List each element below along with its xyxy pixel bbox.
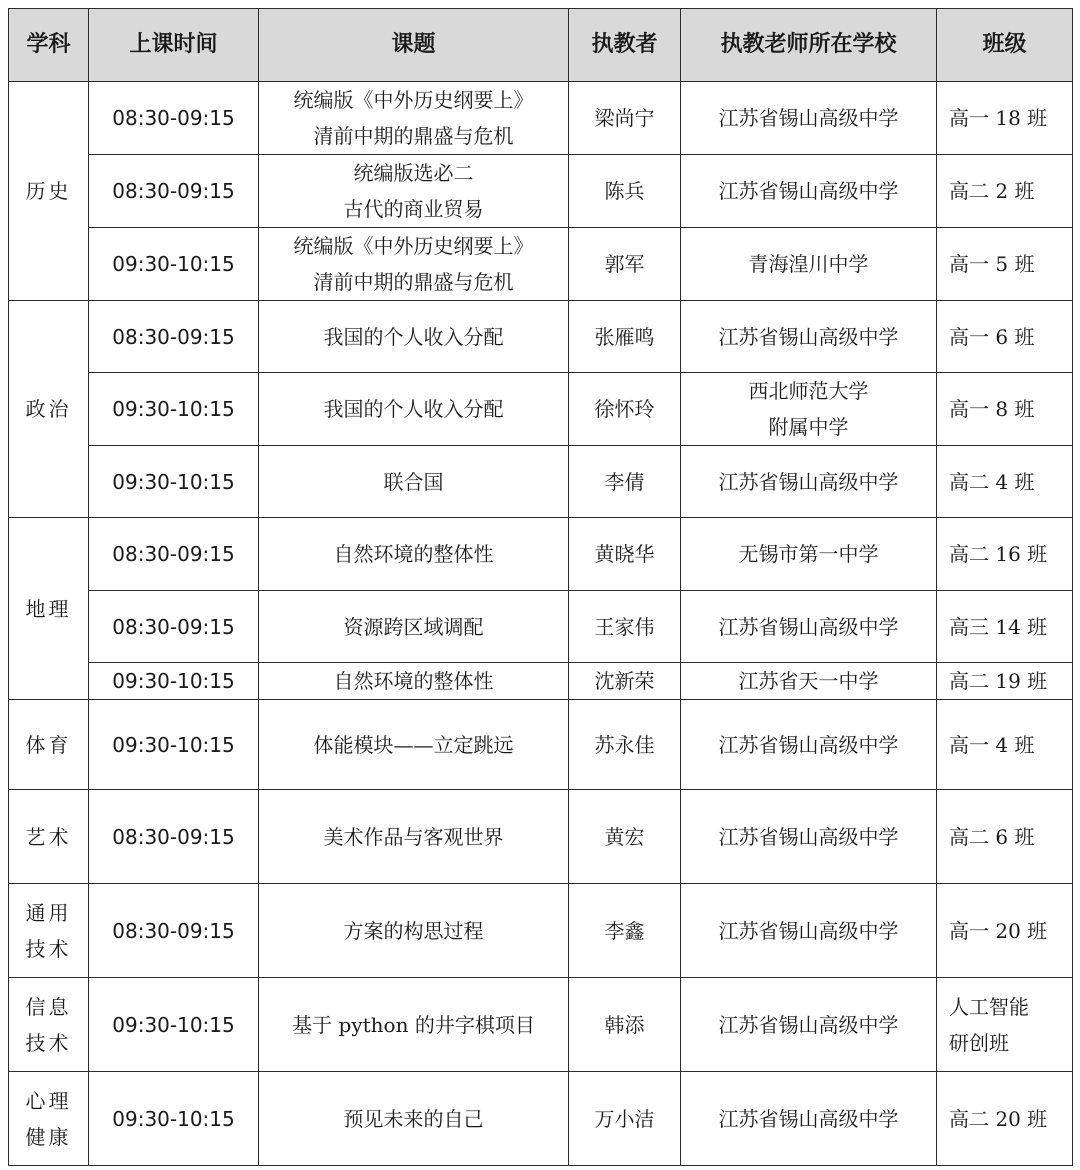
class-cell [937, 978, 1073, 1072]
time-line: 09:30-10:15 [112, 252, 235, 276]
topic-line: 方案的构思过程 [343, 918, 484, 943]
school-line: 江苏省天一中学 [738, 669, 879, 693]
teacher-cell [569, 518, 681, 591]
teacher-cell [569, 228, 681, 301]
class-line: 高一 6 班 [949, 324, 1035, 349]
time-cell [89, 790, 259, 884]
school-line: 江苏省锡山高级中学 [718, 824, 899, 849]
teacher-line: 万小洁 [594, 1106, 655, 1131]
class-cell [937, 790, 1073, 884]
subject-line: 艺术 [25, 824, 72, 849]
table-row [9, 373, 1073, 446]
topic-cell [259, 1072, 569, 1166]
teacher-line: 王家伟 [594, 614, 655, 639]
class-cell [937, 82, 1073, 155]
table-row [9, 884, 1073, 978]
table-row [9, 446, 1073, 518]
header-topic: 课题 [259, 9, 569, 82]
time-line: 09:30-10:15 [112, 732, 235, 757]
teacher-cell [569, 301, 681, 373]
class-line: 高一 20 班 [949, 918, 1048, 943]
topic-line: 我国的个人收入分配 [323, 324, 504, 349]
table-row [9, 978, 1073, 1072]
time-cell [89, 446, 259, 518]
class-cell [937, 518, 1073, 591]
topic-line: 预见未来的自己 [343, 1106, 484, 1131]
school-cell [681, 301, 937, 373]
class-line: 高二 4 班 [949, 469, 1035, 494]
class-line: 高二 20 班 [949, 1106, 1048, 1131]
teacher-cell [569, 82, 681, 155]
school-cell [681, 518, 937, 591]
table-row [9, 663, 1073, 700]
school-line: 江苏省锡山高级中学 [718, 106, 899, 130]
class-cell [937, 591, 1073, 663]
time-cell [89, 1072, 259, 1166]
school-cell [681, 228, 937, 301]
school-line: 江苏省锡山高级中学 [718, 1012, 899, 1037]
schedule-table [8, 8, 1073, 1166]
header-teacher: 执教者 [569, 9, 681, 82]
school-line: 青海湟川中学 [748, 252, 869, 276]
teacher-line: 沈新荣 [594, 669, 655, 693]
school-cell [681, 373, 937, 446]
time-cell [89, 518, 259, 591]
school-line: 江苏省锡山高级中学 [718, 614, 899, 639]
teacher-line: 韩添 [604, 1012, 645, 1037]
subject-cell [9, 700, 89, 790]
teacher-line: 苏永佳 [594, 732, 655, 757]
subject-line: 通用 [25, 900, 72, 925]
subject-line: 心理 [25, 1088, 72, 1113]
topic-line: 自然环境的整体性 [333, 669, 494, 693]
time-line: 09:30-10:15 [112, 1106, 235, 1131]
topic-cell [259, 82, 569, 155]
teacher-cell [569, 884, 681, 978]
topic-line: 我国的个人收入分配 [323, 397, 504, 421]
teacher-cell [569, 978, 681, 1072]
time-cell [89, 700, 259, 790]
class-line: 高一 4 班 [949, 732, 1035, 757]
topic-cell [259, 446, 569, 518]
time-line: 08:30-09:15 [112, 179, 235, 203]
class-cell [937, 446, 1073, 518]
table-row [9, 82, 1073, 155]
topic-cell [259, 518, 569, 591]
teacher-line: 梁尚宁 [594, 106, 655, 130]
school-cell [681, 978, 937, 1072]
time-line: 08:30-09:15 [112, 614, 235, 639]
table-body [9, 82, 1073, 1166]
topic-cell [259, 884, 569, 978]
school-cell [681, 700, 937, 790]
time-line: 09:30-10:15 [112, 1012, 235, 1037]
time-cell [89, 82, 259, 155]
teacher-line: 黄晓华 [594, 542, 655, 566]
topic-cell [259, 228, 569, 301]
topic-cell [259, 978, 569, 1072]
table-row [9, 591, 1073, 663]
teacher-line: 李鑫 [604, 918, 645, 943]
school-cell [681, 446, 937, 518]
time-line: 09:30-10:15 [112, 469, 235, 494]
topic-line: 清前中期的鼎盛与危机 [313, 270, 514, 294]
school-line: 西北师范大学 [748, 379, 869, 403]
subject-line: 政治 [25, 397, 72, 421]
class-line: 人工智能 [949, 994, 1029, 1019]
class-cell [937, 373, 1073, 446]
time-cell [89, 155, 259, 228]
school-line: 江苏省锡山高级中学 [718, 324, 899, 349]
school-line: 江苏省锡山高级中学 [718, 732, 899, 757]
topic-cell [259, 700, 569, 790]
subject-line: 信息 [25, 994, 72, 1019]
teacher-line: 郭军 [604, 252, 645, 276]
topic-line: 统编版选必二 [353, 161, 474, 185]
teacher-line: 黄宏 [604, 824, 645, 849]
subject-cell [9, 518, 89, 700]
class-line: 高二 19 班 [949, 669, 1048, 693]
class-cell [937, 700, 1073, 790]
class-line: 高二 16 班 [949, 542, 1048, 566]
teacher-cell [569, 373, 681, 446]
teacher-line: 李倩 [604, 469, 645, 494]
subject-cell [9, 1072, 89, 1166]
subject-line: 历史 [25, 179, 72, 203]
time-line: 09:30-10:15 [112, 397, 235, 421]
school-line: 无锡市第一中学 [738, 542, 879, 566]
time-line: 08:30-09:15 [112, 324, 235, 349]
school-cell [681, 591, 937, 663]
school-line: 江苏省锡山高级中学 [718, 179, 899, 203]
class-line: 高三 14 班 [949, 614, 1048, 639]
table-row [9, 1072, 1073, 1166]
class-cell [937, 301, 1073, 373]
class-line: 高二 6 班 [949, 824, 1035, 849]
subject-cell [9, 790, 89, 884]
topic-line: 统编版《中外历史纲要上》 [293, 234, 534, 258]
teacher-cell [569, 1072, 681, 1166]
header-school: 执教老师所在学校 [681, 9, 937, 82]
subject-line: 技术 [25, 1030, 72, 1055]
time-cell [89, 663, 259, 700]
class-line: 研创班 [949, 1030, 1009, 1055]
time-line: 08:30-09:15 [112, 824, 235, 849]
topic-line: 自然环境的整体性 [333, 542, 494, 566]
subject-line: 体育 [25, 732, 72, 757]
time-line: 08:30-09:15 [112, 106, 235, 130]
topic-cell [259, 301, 569, 373]
school-cell [681, 884, 937, 978]
subject-line: 健康 [25, 1124, 72, 1149]
teacher-line: 张雁鸣 [594, 324, 655, 349]
school-cell [681, 82, 937, 155]
topic-line: 美术作品与客观世界 [323, 824, 504, 849]
school-cell [681, 790, 937, 884]
time-cell [89, 978, 259, 1072]
class-line: 高一 18 班 [949, 106, 1048, 130]
topic-cell [259, 591, 569, 663]
class-line: 高二 2 班 [949, 179, 1035, 203]
topic-line: 体能模块——立定跳远 [313, 732, 514, 757]
topic-line: 清前中期的鼎盛与危机 [313, 124, 514, 148]
subject-line: 地理 [25, 596, 72, 621]
school-cell [681, 1072, 937, 1166]
teacher-cell [569, 591, 681, 663]
subject-cell [9, 884, 89, 978]
teacher-cell [569, 446, 681, 518]
school-line: 江苏省锡山高级中学 [718, 1106, 899, 1131]
topic-cell [259, 663, 569, 700]
topic-cell [259, 155, 569, 228]
table-row [9, 301, 1073, 373]
table-row [9, 700, 1073, 790]
class-cell [937, 663, 1073, 700]
time-line: 08:30-09:15 [112, 542, 235, 566]
school-line: 江苏省锡山高级中学 [718, 469, 899, 494]
table-row [9, 228, 1073, 301]
topic-cell [259, 373, 569, 446]
school-line: 附属中学 [768, 415, 849, 439]
topic-line: 古代的商业贸易 [343, 197, 484, 221]
header-subject: 学科 [9, 9, 89, 82]
school-line: 江苏省锡山高级中学 [718, 918, 899, 943]
teacher-cell [569, 663, 681, 700]
class-line: 高一 5 班 [949, 252, 1035, 276]
table-row [9, 518, 1073, 591]
teacher-cell [569, 155, 681, 228]
time-line: 09:30-10:15 [112, 669, 235, 693]
class-line: 高一 8 班 [949, 397, 1035, 421]
topic-line: 基于 python 的井字棋项目 [292, 1012, 535, 1037]
school-cell [681, 155, 937, 228]
teacher-cell [569, 790, 681, 884]
class-cell [937, 884, 1073, 978]
table-row [9, 155, 1073, 228]
topic-cell [259, 790, 569, 884]
topic-line: 联合国 [383, 469, 444, 494]
subject-cell [9, 978, 89, 1072]
header-time: 上课时间 [89, 9, 259, 82]
class-cell [937, 155, 1073, 228]
header-row [9, 9, 1073, 82]
teacher-line: 徐怀玲 [594, 397, 655, 421]
subject-cell [9, 301, 89, 518]
topic-line: 资源跨区域调配 [343, 614, 484, 639]
topic-line: 统编版《中外历史纲要上》 [293, 88, 534, 112]
subject-cell [9, 82, 89, 301]
time-cell [89, 228, 259, 301]
header-class: 班级 [937, 9, 1073, 82]
class-cell [937, 1072, 1073, 1166]
teacher-cell [569, 700, 681, 790]
time-cell [89, 884, 259, 978]
time-cell [89, 301, 259, 373]
time-cell [89, 591, 259, 663]
time-line: 08:30-09:15 [112, 918, 235, 943]
subject-line: 技术 [25, 936, 72, 961]
school-cell [681, 663, 937, 700]
time-cell [89, 373, 259, 446]
class-cell [937, 228, 1073, 301]
table-row [9, 790, 1073, 884]
teacher-line: 陈兵 [604, 179, 645, 203]
